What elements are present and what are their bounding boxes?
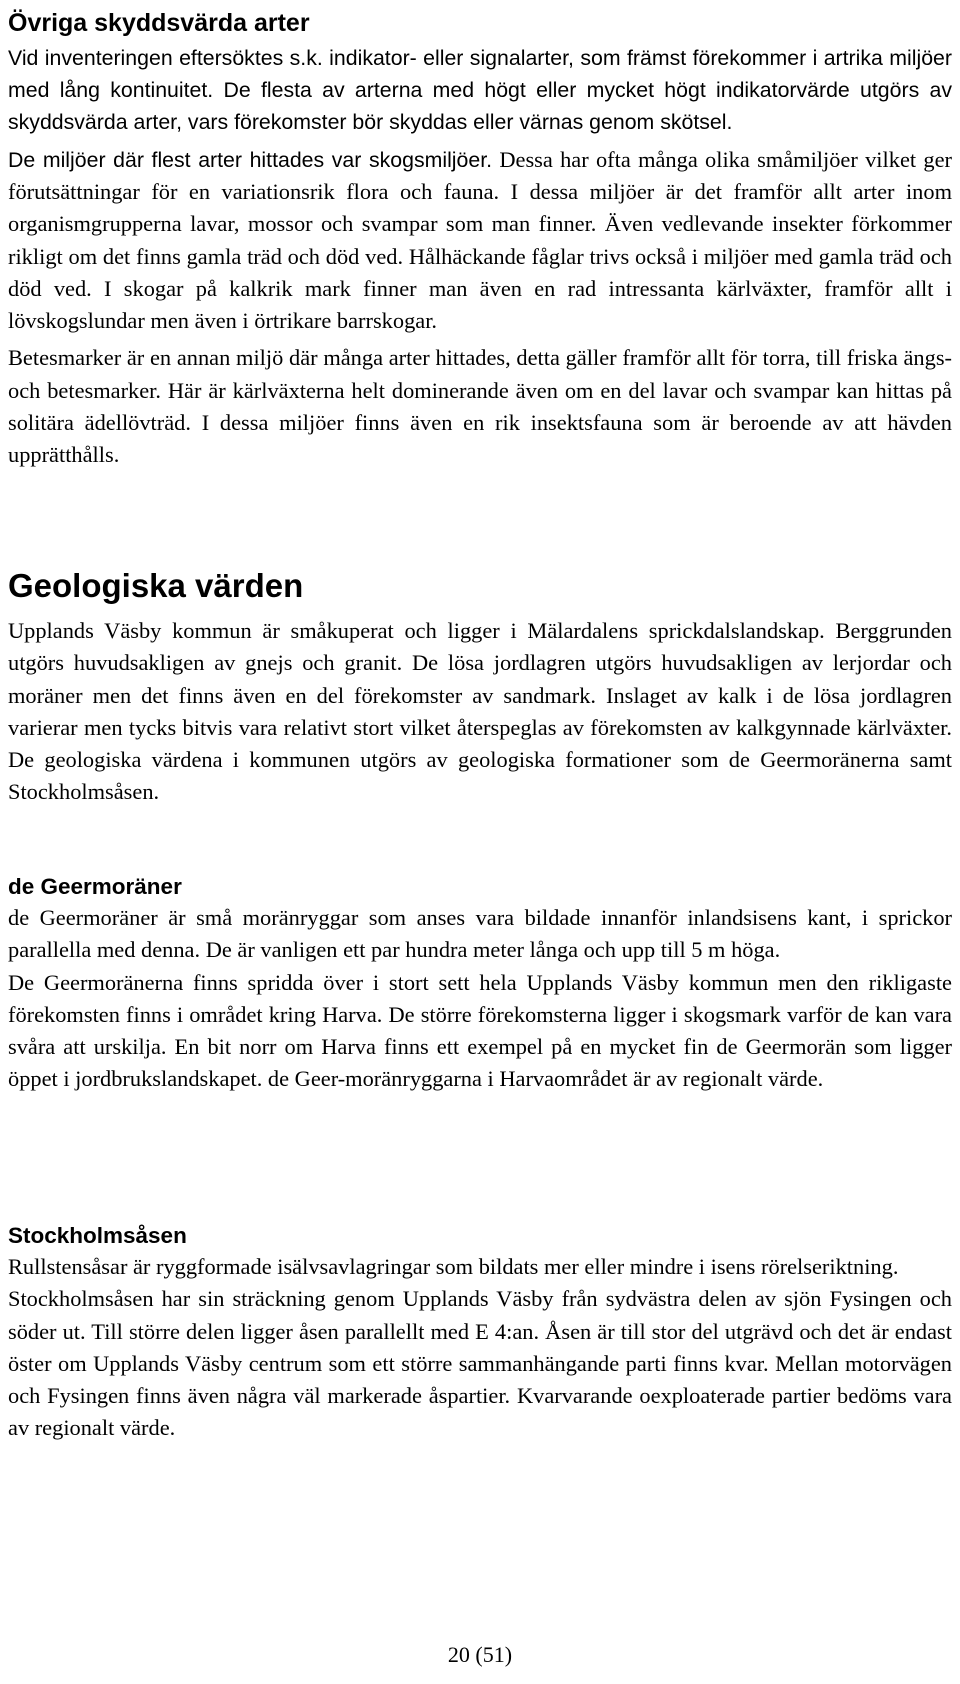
paragraph-geermoraner-spread: De Geermoränerna finns spridda över i stort sett hela Upplands Väsby kommun men den rikligaste förekomsten finns i området kring Harva. De större förekomsterna ligger i skogsmark varför de kan vara svåra att urskilja. En bit norr om Harva finns ett exempel på en mycket fin de Geermorän som ligger öppet i jordbrukslandskapet. de Geer-moränryggarna i Harvaområdet är av regionalt värde.: [8, 969, 952, 1092]
paragraph-rullstensasar: Rullstensåsar är ryggformade isälvsavlagringar som bildats mer eller mindre i isens rörelseriktning.: [8, 1254, 899, 1279]
paragraph-geology: Upplands Väsby kommun är småkuperat och ligger i Mälardalens sprickdalslandskap. Berggrunden utgörs huvudsakligen av gnejs och granit. De lösa jordlagren utgörs huvudsakligen av lerjordar och moräner men det finns även en del förekomster av sandmark. Inslaget av kalk i de lösa jordlagren varierar men tycks bitvis vara relativt stort vilket återspeglas av förekomsten av kalkgynnade kärlväxter. De geologiska värdena i kommunen utgörs av geologiska formationer som de Geermoränerna samt Stockholmsåsen.: [8, 618, 952, 805]
geology-block: [8, 615, 952, 809]
paragraph-pastures: Betesmarker är en annan miljö där många arter hittades, detta gäller framför allt för torra, till friska ängs- och betesmarker. Här är kärlväxterna helt dominerande även om en del lavar och svampar kan hittas på solitära ädellövträd. I dessa miljöer finns även en rik insektsfauna som är beroende av att hävden upprätthålls.: [8, 345, 952, 468]
paragraph-forest-body: Dessa har ofta många olika småmiljöer vilket ger förutsättningar för en variationsrik flora och fauna. I dessa miljöer är det framför allt arter inom organismgrupperna lavar, mossor och svampar som man finner. Även vedlevande insekter förkommer rikligt om det finns gamla träd och död ved. Hålhäckande fåglar trivs också i miljöer med gamla träd och död ved. I skogar på kalkrik mark finner man även en rad intressanta kärlväxter, framför allt i lövskogslundar men även i örtrikare barrskogar.: [8, 146, 952, 334]
paragraph-forest-lead: De miljöer där flest arter hittades var skogsmiljöer.: [8, 147, 493, 172]
section-heading-ovriga: Övriga skyddsvärda arter: [8, 9, 310, 37]
page-number: 20 (51): [447, 1642, 513, 1667]
section-heading-geermoraner: de Geermoräner: [8, 874, 182, 899]
geermoraner-block: [8, 872, 952, 1096]
section-heading-geologiska: Geologiska värden: [8, 567, 304, 604]
paragraph-stockholmsasen: Stockholmsåsen har sin sträckning genom Upplands Väsby från sydvästra delen av sjön Fysingen och söder ut. Till större delen ligger åsen parallellt med E 4:an. Åsen är till stor del utgrävd och det är endast öster om Upplands Väsby centrum som ett större sammanhängande parti finns kvar. Mellan motorvägen och Fysingen finns även några väl markerade åspartier. Kvarvarande oexploaterade partier bedöms vara av regionalt värde.: [8, 1286, 952, 1441]
document-page: [8, 4, 952, 1441]
paragraph-forest-environments: [8, 144, 952, 338]
paragraph-indicator-species: Vid inventeringen eftersöktes s.k. indikator- eller signalarter, som främst förekommer i artrika miljöer med lång kontinuitet. De flesta av arterna med högt eller mycket högt indikatorvärde utgörs av skyddsvärda arter, vars förekomster bör skyddas eller värnas genom skötsel.: [8, 46, 952, 135]
section-heading-stockholmsasen: Stockholmsåsen: [8, 1223, 187, 1248]
stockholmsasen-block: [8, 1221, 952, 1445]
paragraph-geermoraner-def: de Geermoräner är små moränryggar som anses vara bildade innanför inlandsisens kant, i sprickor parallella med denna. De är vanligen ett par hundra meter långa och upp till 5 m höga.: [8, 905, 952, 963]
